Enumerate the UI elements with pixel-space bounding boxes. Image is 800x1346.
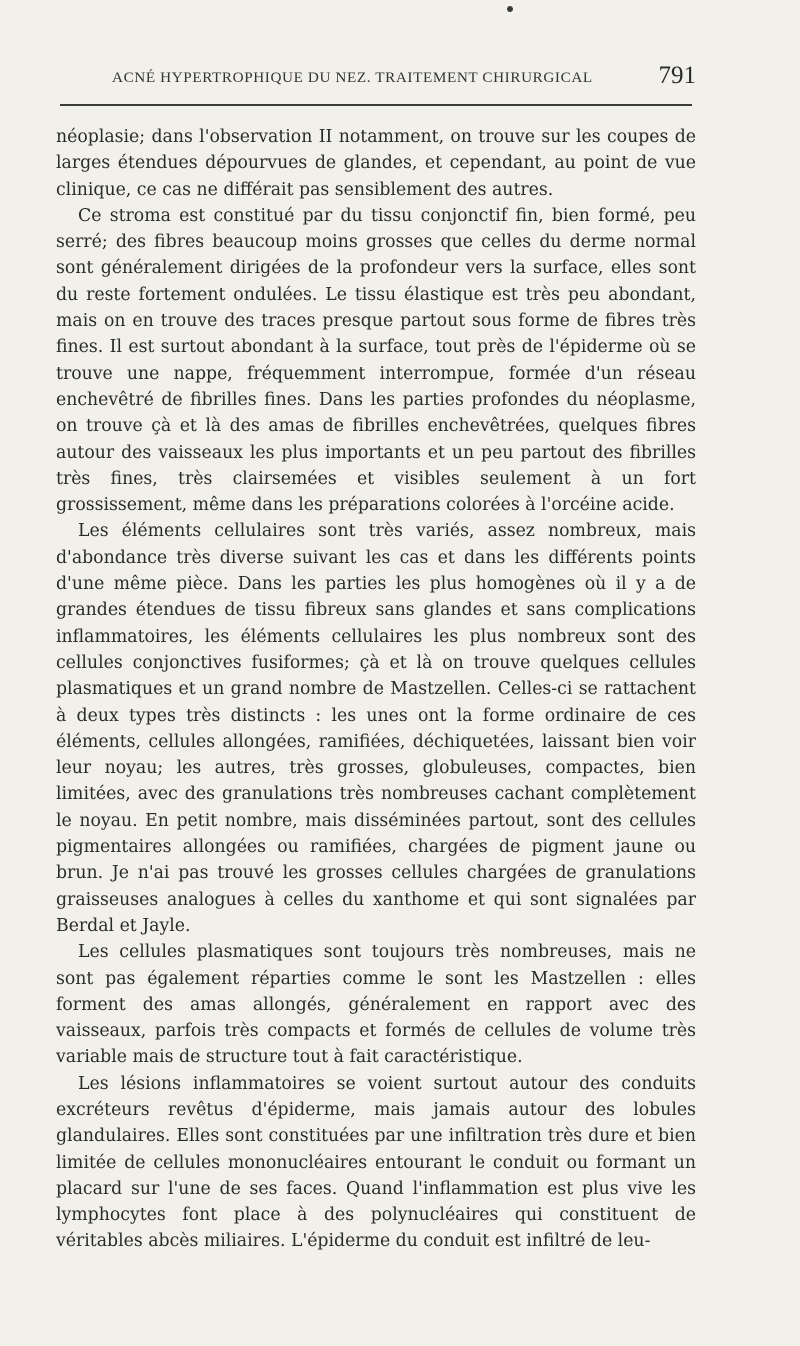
ink-speck	[507, 6, 513, 12]
paragraph-5: Les lésions inflammatoires se voient surtout autour des conduits excréteurs revêtus d'épiderme, mais jamais autour des lobules glandulaires. Elles sont constituées par une infiltration très dure et bien limitée de cellules mononucléaires entourant le conduit ou formant un placard sur l'une de ses faces. Quand l'inflammation est plus vive les lymphocytes font place à des polynucléaires qui constituent de véritables abcès miliaires. L'épiderme du conduit est infiltré de leu-	[56, 1073, 696, 1252]
paragraph-2: Ce stroma est constitué par du tissu conjonctif fin, bien formé, peu serré; des fibres beaucoup moins grosses que celles du derme normal sont généralement dirigées de la profondeur vers la surface, elles sont du reste fortement ondulées. Le tissu élastique est très peu abondant, mais on en trouve des traces presque partout sous forme de fibres très fines. Il est surtout abondant à la surface, tout près de l'épiderme où se trouve une nappe, fréquemment interrompue, formée d'un réseau enchevêtré de fibrilles fines. Dans les parties profondes du néoplasme, on trouve çà et là des amas de fibrilles enchevêtrées, quelques fibres autour des vaisseaux les plus importants et un peu partout des fibrilles très fines, très clairsemées et visibles seulement à un fort grossissement, même dans les préparations colorées à l'orcéine acide.	[56, 205, 696, 516]
body-text	[56, 124, 696, 1255]
header-rule	[60, 104, 692, 106]
paragraph-3: Les éléments cellulaires sont très variés, assez nombreux, mais d'abondance très diverse suivant les cas et dans les différents points d'une même pièce. Dans les parties les plus homogènes où il y a de grandes étendues de tissu fibreux sans glandes et sans complications inflammatoires, les éléments cellulaires les plus nombreux sont des cellules conjonctives fusiformes; çà et là on trouve quelques cellules plasmatiques et un grand nombre de Mastzellen. Celles-ci se rattachent à deux types très distincts : les unes ont la forme ordinaire de ces éléments, cellules allongées, ramifiées, déchiquetées, laissant bien voir leur noyau; les autres, très grosses, globuleuses, compactes, bien limitées, avec des granulations très nombreuses cachant complètement le noyau. En petit nombre, mais disséminées partout, sont des cellules pigmentaires allongées ou ramifiées, chargées de pigment jaune ou brun. Je n'ai pas trouvé les grosses cellules chargées de granulations graisseuses analogues à celles du xanthome et qui sont signalées par Berdal et Jayle.	[56, 521, 696, 936]
running-head	[112, 62, 696, 98]
page-number: 791	[658, 62, 696, 89]
paragraph-4: Les cellules plasmatiques sont toujours très nombreuses, mais ne sont pas également réparties comme le sont les Mastzellen : elles forment des amas allongés, généralement en rapport avec des vaisseaux, parfois très compacts et formés de cellules de volume très variable mais de structure tout à fait caractéristique.	[56, 942, 696, 1068]
paragraph-1: néoplasie; dans l'observation II notamment, on trouve sur les coupes de larges étendues dépourvues de glandes, et cependant, au point de vue clinique, ce cas ne différait pas sensiblement des autres.	[56, 127, 696, 200]
running-head-title: ACNÉ HYPERTROPHIQUE DU NEZ. TRAITEMENT CHIRURGICAL	[112, 69, 593, 86]
